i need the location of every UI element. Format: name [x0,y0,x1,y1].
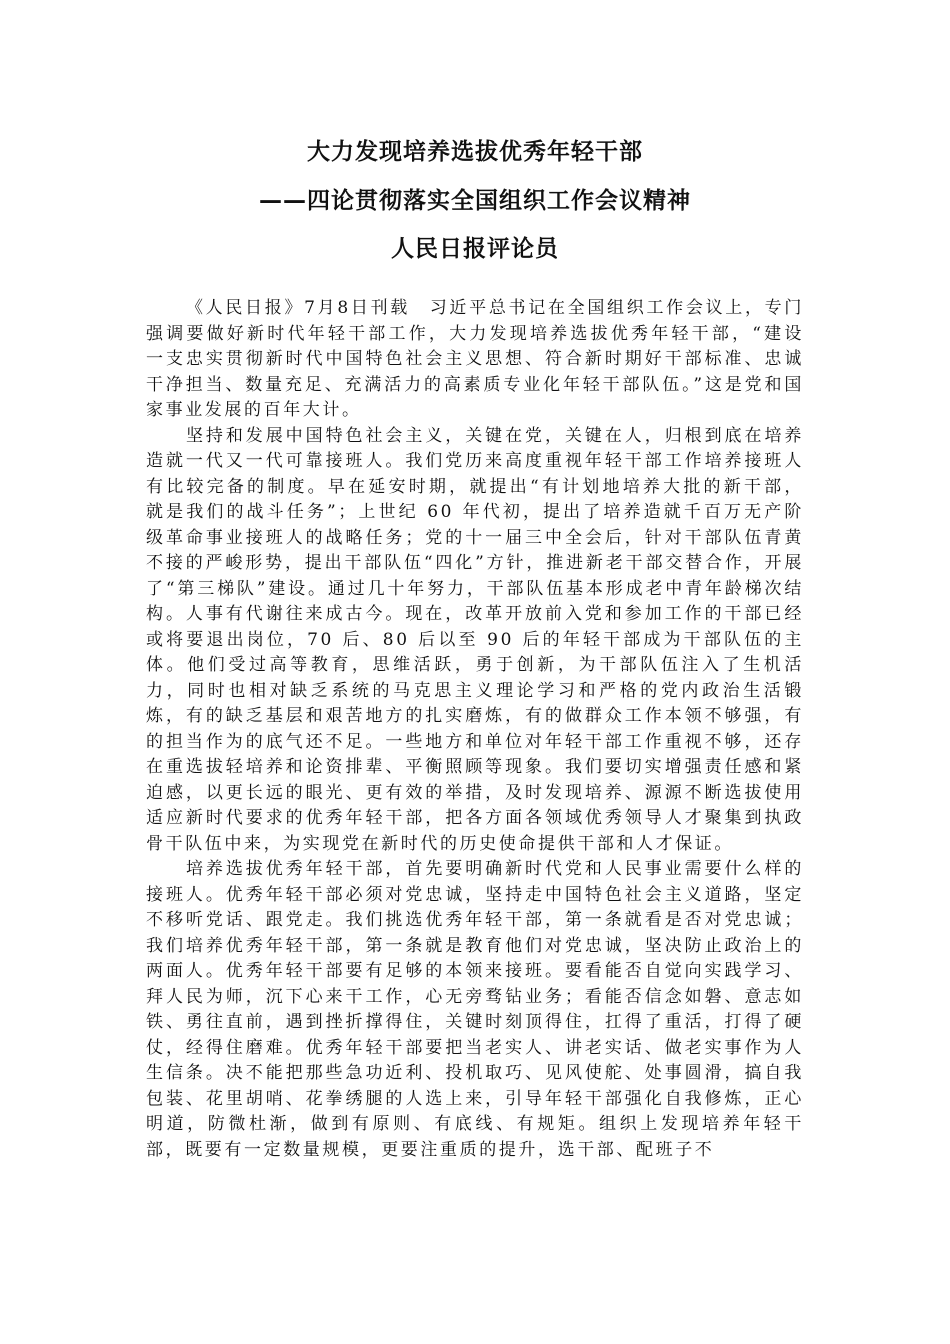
article-title: 大力发现培养选拔优秀年轻干部 [307,139,643,165]
article-body [146,296,804,1163]
paragraph-1: 《人民日报》7月8日刊载 习近平总书记在全国组织工作会议上，专门强调要做好新时代年轻干部工作，大力发现培养选拔优秀年轻干部，“建设一支忠实贯彻新时代中国特色社会主义思想、符合新时期好干部标准、忠诚干净担当、数量充足、充满活力的高素质专业化年轻干部队伍。”这是党和国家事业发展的百年大计。 [146,298,804,420]
paragraph-2: 坚持和发展中国特色社会主义，关键在党，关键在人，归根到底在培养造就一代又一代可靠接班人。我们党历来高度重视年轻干部工作培养接班人有比较完备的制度。早在延安时期，就提出“有计划地培养大批的新干部，就是我们的战斗任务”；上世纪 60 年代初，提出了培养造就千百万无产阶级革命事业接班人的战略任务；党的十一届三中全会后，针对干部队伍青黄不接的严峻形势，提出干部队伍“四化”方针，推进新老干部交替合作，开展了“第三梯队”建设。通过几十年努力，干部队伍基本形成老中青年龄梯次结构。人事有代谢往来成古今。现在，改革开放前入党和参加工作的干部已经或将要退出岗位，70 后、80 后以至 90 后的年轻干部成为干部队伍的主体。他们受过高等教育，思维活跃，勇于创新，为干部队伍注入了生机活力，同时也相对缺乏系统的马克思主义理论学习和严格的党内政治生活锻炼，有的缺乏基层和艰苦地方的扎实磨炼，有的做群众工作本领不够强，有的担当作为的底气还不足。一些地方和单位对年轻干部工作重视不够，还存在重选拔轻培养和论资排辈、平衡照顾等现象。我们要切实增强责任感和紧迫感，以更长远的眼光、更有效的举措，及时发现培养、源源不断选拔使用适应新时代要求的优秀年轻干部，把各方面各领域优秀领导人才聚集到执政骨干队伍中来，为实现党在新时代的历史使命提供干部和人才保证。 [146,425,804,854]
paragraph-3: 培养选拔优秀年轻干部，首先要明确新时代党和人民事业需要什么样的接班人。优秀年轻干部必须对党忠诚，坚持走中国特色社会主义道路，坚定不移听党话、跟党走。我们挑选优秀年轻干部，第一条就看是否对党忠诚；我们培养优秀年轻干部，第一条就是教育他们对党忠诚，坚决防止政治上的两面人。优秀年轻干部要有足够的本领来接班。要看能否自觉向实践学习、拜人民为师，沉下心来干工作，心无旁骛钻业务；看能否信念如磐、意志如铁、勇往直前，遇到挫折撑得住，关键时刻顶得住，扛得了重活，打得了硬仗，经得住磨难。优秀年轻干部要把当老实人、讲老实话、做老实事作为人生信条。决不能把那些急功近利、投机取巧、见风使舵、处事圆滑，搞自我包装、花里胡哨、花拳绣腿的人选上来，引导年轻干部强化自我修炼，正心明道，防微杜渐，做到有原则、有底线、有规矩。组织上发现培养年轻干部，既要有一定数量规模，更要注重质的提升，选干部、配班子不 [146,859,804,1160]
article-subtitle: ——四论贯彻落实全国组织工作会议精神 [259,188,691,214]
article-author: 人民日报评论员 [391,236,559,262]
